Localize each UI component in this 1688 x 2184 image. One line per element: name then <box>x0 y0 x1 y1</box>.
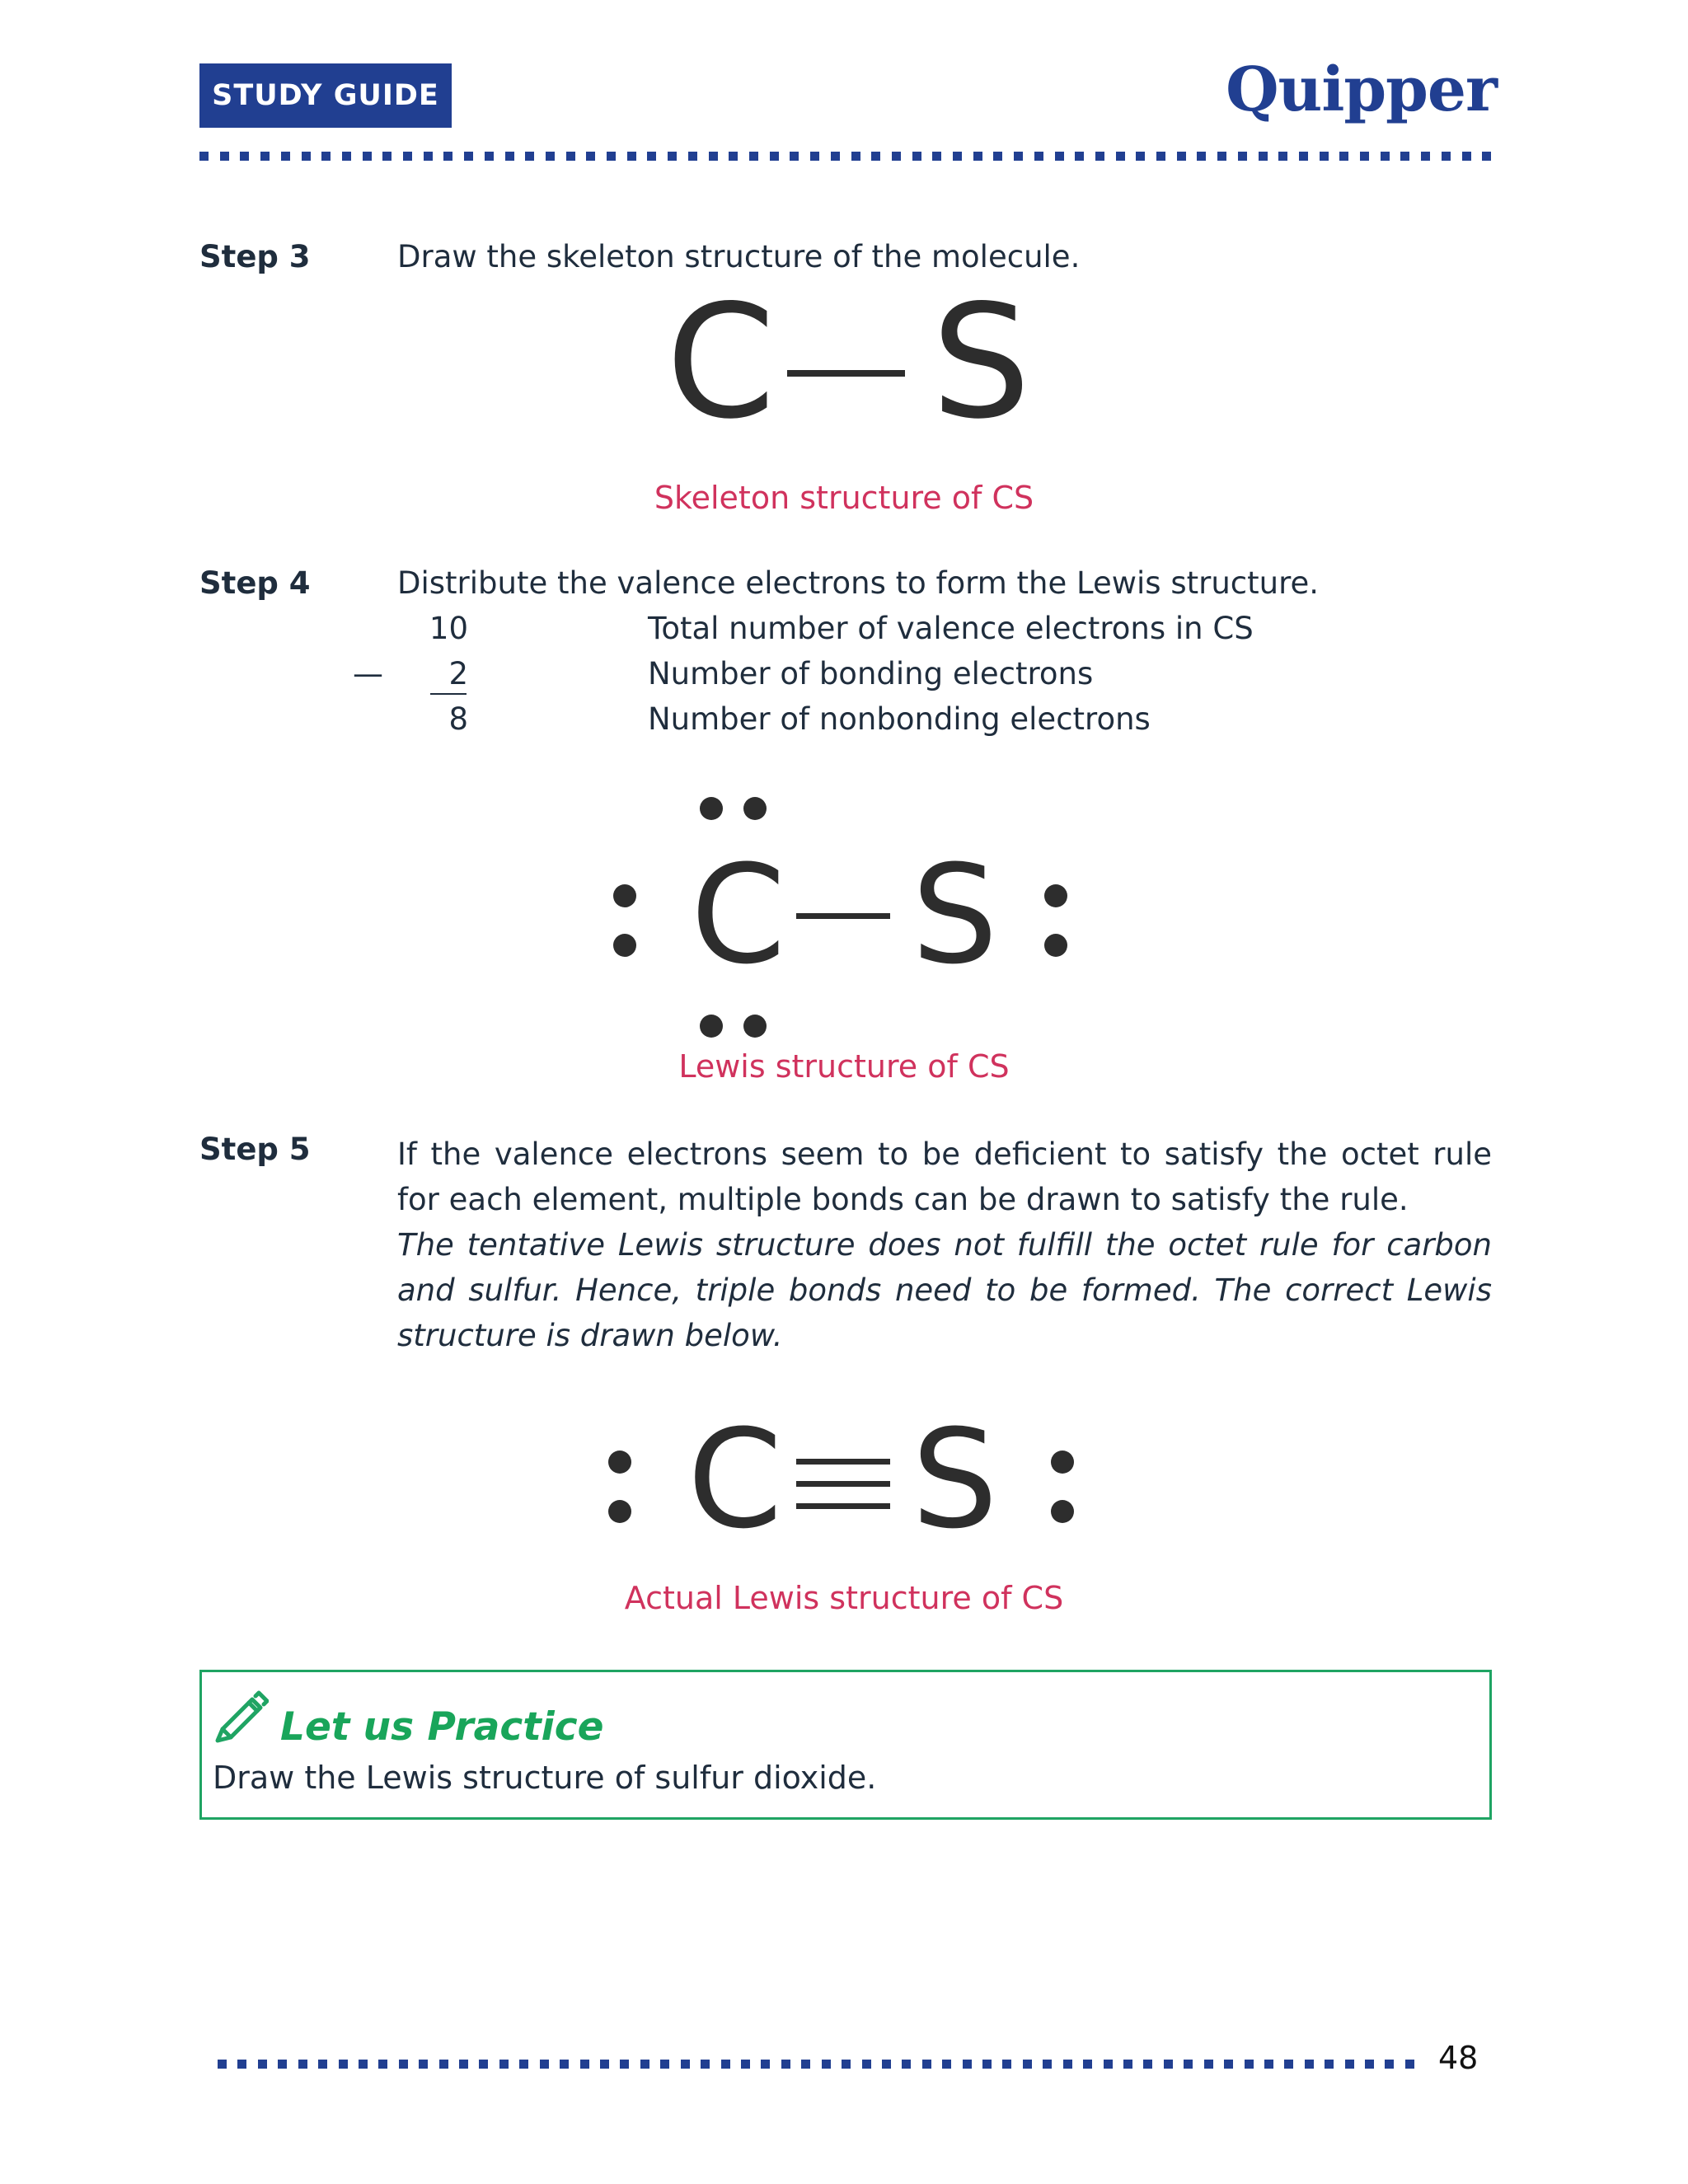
divider-dot <box>842 2060 851 2069</box>
divider-dot <box>1264 2060 1273 2069</box>
footer-divider <box>218 2059 1414 2069</box>
lewis-caption: Lewis structure of CS <box>678 1048 1010 1085</box>
divider-dot <box>525 152 534 161</box>
divider-dot <box>1197 152 1206 161</box>
divider-dot <box>1116 152 1125 161</box>
divider-dot <box>1482 152 1491 161</box>
divider-dot <box>1339 152 1348 161</box>
actual-lewis-caption: Actual Lewis structure of CS <box>624 1580 1064 1616</box>
divider-dot <box>1063 2060 1072 2069</box>
lone-pair-dot <box>743 1015 767 1038</box>
divider-dot <box>1360 152 1369 161</box>
divider-dot <box>721 2060 730 2069</box>
divider-dot <box>973 152 982 161</box>
lone-pair-dot <box>1044 884 1067 907</box>
divider-dot <box>1204 2060 1213 2069</box>
divider-dot <box>378 2060 387 2069</box>
divider-dot <box>1405 2060 1414 2069</box>
divider-dot <box>1123 2060 1132 2069</box>
step-3-label: Step 3 <box>199 239 311 274</box>
divider-dot <box>382 152 392 161</box>
divider-dot <box>580 2060 589 2069</box>
divider-dot <box>822 2060 831 2069</box>
divider-dot <box>281 152 290 161</box>
divider-dot <box>302 152 311 161</box>
divider-dot <box>607 152 616 161</box>
divider-dot <box>443 152 452 161</box>
divider-dot <box>505 152 514 161</box>
divider-dot <box>586 152 595 161</box>
divider-dot <box>982 2060 992 2069</box>
divider-dot <box>741 2060 750 2069</box>
page-number: 48 <box>1438 2040 1479 2076</box>
divider-dot <box>237 2060 246 2069</box>
divider-dot <box>240 152 249 161</box>
calc-desc-nonbonding: Number of nonbonding electrons <box>648 701 1151 737</box>
divider-dot <box>1055 152 1064 161</box>
divider-dot <box>942 2060 951 2069</box>
divider-dot <box>1278 152 1287 161</box>
divider-dot <box>1400 152 1409 161</box>
divider-dot <box>701 2060 710 2069</box>
divider-dot <box>729 152 738 161</box>
divider-dot <box>546 152 555 161</box>
pencil-icon <box>213 1686 269 1744</box>
lone-pair-dot <box>1051 1451 1074 1474</box>
divider-dot <box>1462 152 1471 161</box>
lone-pair-dot <box>608 1500 631 1523</box>
divider-dot <box>993 152 1002 161</box>
divider-dot <box>1043 2060 1052 2069</box>
carbon-atom: C <box>666 271 776 453</box>
divider-dot <box>540 2060 549 2069</box>
divider-dot <box>1421 152 1430 161</box>
divider-dot <box>627 152 636 161</box>
divider-dot <box>459 2060 468 2069</box>
divider-dot <box>810 152 819 161</box>
study-guide-badge: STUDY GUIDE <box>199 63 452 128</box>
practice-text: Draw the Lewis structure of sulfur dioxide. <box>213 1760 877 1796</box>
divider-dot <box>600 2060 609 2069</box>
divider-dot <box>1104 2060 1113 2069</box>
divider-dot <box>566 152 575 161</box>
calc-value-nonbonding: 8 <box>448 701 468 737</box>
divider-dot <box>1184 2060 1193 2069</box>
divider-dot <box>1325 2060 1334 2069</box>
divider-dot <box>258 2060 267 2069</box>
divider-dot <box>1034 152 1043 161</box>
lone-pair-dot <box>613 934 636 957</box>
divider-dot <box>218 2060 227 2069</box>
divider-dot <box>339 2060 348 2069</box>
divider-dot <box>749 152 758 161</box>
step-4-label: Step 4 <box>199 565 311 601</box>
divider-dot <box>1299 152 1308 161</box>
divider-dot <box>871 152 880 161</box>
calc-desc-bonding: Number of bonding electrons <box>648 656 1094 691</box>
lone-pair-dot <box>1051 1500 1074 1523</box>
divider-dot <box>403 152 412 161</box>
triple-bond-line <box>796 1503 890 1509</box>
step-4-text: Distribute the valence electrons to form the Lewis structure. <box>397 565 1320 601</box>
sulfur-atom: S <box>931 271 1031 453</box>
divider-dot <box>801 2060 810 2069</box>
divider-dot <box>790 152 799 161</box>
divider-dot <box>1177 152 1186 161</box>
divider-dot <box>363 152 372 161</box>
triple-bond-line <box>796 1459 890 1465</box>
divider-dot <box>298 2060 307 2069</box>
divider-dot <box>882 2060 891 2069</box>
practice-title: Let us Practice <box>280 1704 604 1750</box>
lone-pair-dot <box>608 1451 631 1474</box>
divider-dot <box>1259 152 1268 161</box>
divider-dot <box>620 2060 629 2069</box>
minus-sign: — <box>353 656 383 691</box>
divider-dot <box>342 152 351 161</box>
divider-dot <box>1143 2060 1152 2069</box>
single-bond <box>796 913 890 919</box>
divider-dot <box>1238 152 1247 161</box>
divider-dot <box>647 152 656 161</box>
brand-logo: Quipper <box>1226 54 1497 125</box>
divider-dot <box>321 152 331 161</box>
sulfur-atom: S <box>912 836 998 994</box>
divider-dot <box>220 152 229 161</box>
divider-dot <box>1305 2060 1314 2069</box>
divider-dot <box>1075 152 1084 161</box>
divider-dot <box>199 152 209 161</box>
divider-dot <box>1381 152 1390 161</box>
divider-dot <box>761 2060 770 2069</box>
divider-dot <box>1245 2060 1254 2069</box>
divider-dot <box>560 2060 569 2069</box>
step-5-text: If the valence electrons seem to be deficient to satisfy the octet rule for each element, multiple bonds can be drawn to satisfy the rule. <box>397 1137 1492 1217</box>
lone-pair-dot <box>613 884 636 907</box>
divider-dot <box>1014 152 1023 161</box>
lone-pair-dot <box>700 1015 723 1038</box>
calc-value-total: 10 <box>429 611 468 646</box>
divider-dot <box>922 2060 931 2069</box>
divider-dot <box>770 152 779 161</box>
carbon-atom: C <box>691 836 786 994</box>
divider-dot <box>1442 152 1451 161</box>
divider-dot <box>1284 2060 1293 2069</box>
divider-dot <box>1385 2060 1394 2069</box>
lone-pair-dot <box>743 797 767 820</box>
divider-dot <box>953 152 962 161</box>
carbon-atom: C <box>687 1400 783 1558</box>
divider-dot <box>1320 152 1329 161</box>
skeleton-caption: Skeleton structure of CS <box>654 480 1034 516</box>
divider-dot <box>862 2060 871 2069</box>
step-5-explanation: The tentative Lewis structure does not fulfill the octet rule for carbon and sulfur. Hence, triple bonds need to be formed. The correct Lewis structure is drawn below. <box>397 1227 1492 1353</box>
divider-dot <box>260 152 270 161</box>
divider-dot <box>831 152 840 161</box>
divider-dot <box>1224 2060 1233 2069</box>
divider-dot <box>1156 152 1165 161</box>
divider-dot <box>1002 2060 1011 2069</box>
divider-dot <box>399 2060 408 2069</box>
divider-dot <box>640 2060 649 2069</box>
step-5-label: Step 5 <box>199 1132 311 1167</box>
divider-dot <box>485 152 494 161</box>
calc-value-bonding: 2 <box>448 656 468 691</box>
divider-dot <box>519 2060 528 2069</box>
divider-dot <box>479 2060 488 2069</box>
divider-dot <box>419 2060 428 2069</box>
divider-dot <box>1365 2060 1374 2069</box>
single-bond <box>787 370 905 377</box>
triple-bond-line <box>796 1481 890 1487</box>
divider-dot <box>660 2060 669 2069</box>
divider-dot <box>1136 152 1145 161</box>
divider-dot <box>464 152 473 161</box>
divider-dot <box>902 2060 911 2069</box>
divider-dot <box>1164 2060 1173 2069</box>
sum-line <box>430 693 467 695</box>
divider-dot <box>963 2060 972 2069</box>
divider-dot <box>912 152 921 161</box>
divider-dot <box>681 2060 690 2069</box>
divider-dot <box>932 152 941 161</box>
divider-dot <box>668 152 677 161</box>
lone-pair-dot <box>1044 934 1067 957</box>
divider-dot <box>781 2060 790 2069</box>
divider-dot <box>1095 152 1104 161</box>
divider-dot <box>851 152 860 161</box>
divider-dot <box>688 152 697 161</box>
divider-dot <box>424 152 433 161</box>
divider-dot <box>1023 2060 1032 2069</box>
divider-dot <box>359 2060 368 2069</box>
divider-dot <box>278 2060 287 2069</box>
calc-desc-total: Total number of valence electrons in CS <box>648 611 1254 646</box>
divider-dot <box>709 152 718 161</box>
sulfur-atom: S <box>912 1400 998 1558</box>
step-3-text: Draw the skeleton structure of the molecule. <box>397 239 1081 274</box>
divider-dot <box>318 2060 327 2069</box>
header-divider <box>199 151 1492 161</box>
divider-dot <box>1083 2060 1092 2069</box>
lone-pair-dot <box>700 797 723 820</box>
divider-dot <box>1217 152 1226 161</box>
divider-dot <box>892 152 901 161</box>
divider-dot <box>1345 2060 1354 2069</box>
divider-dot <box>439 2060 448 2069</box>
divider-dot <box>499 2060 509 2069</box>
